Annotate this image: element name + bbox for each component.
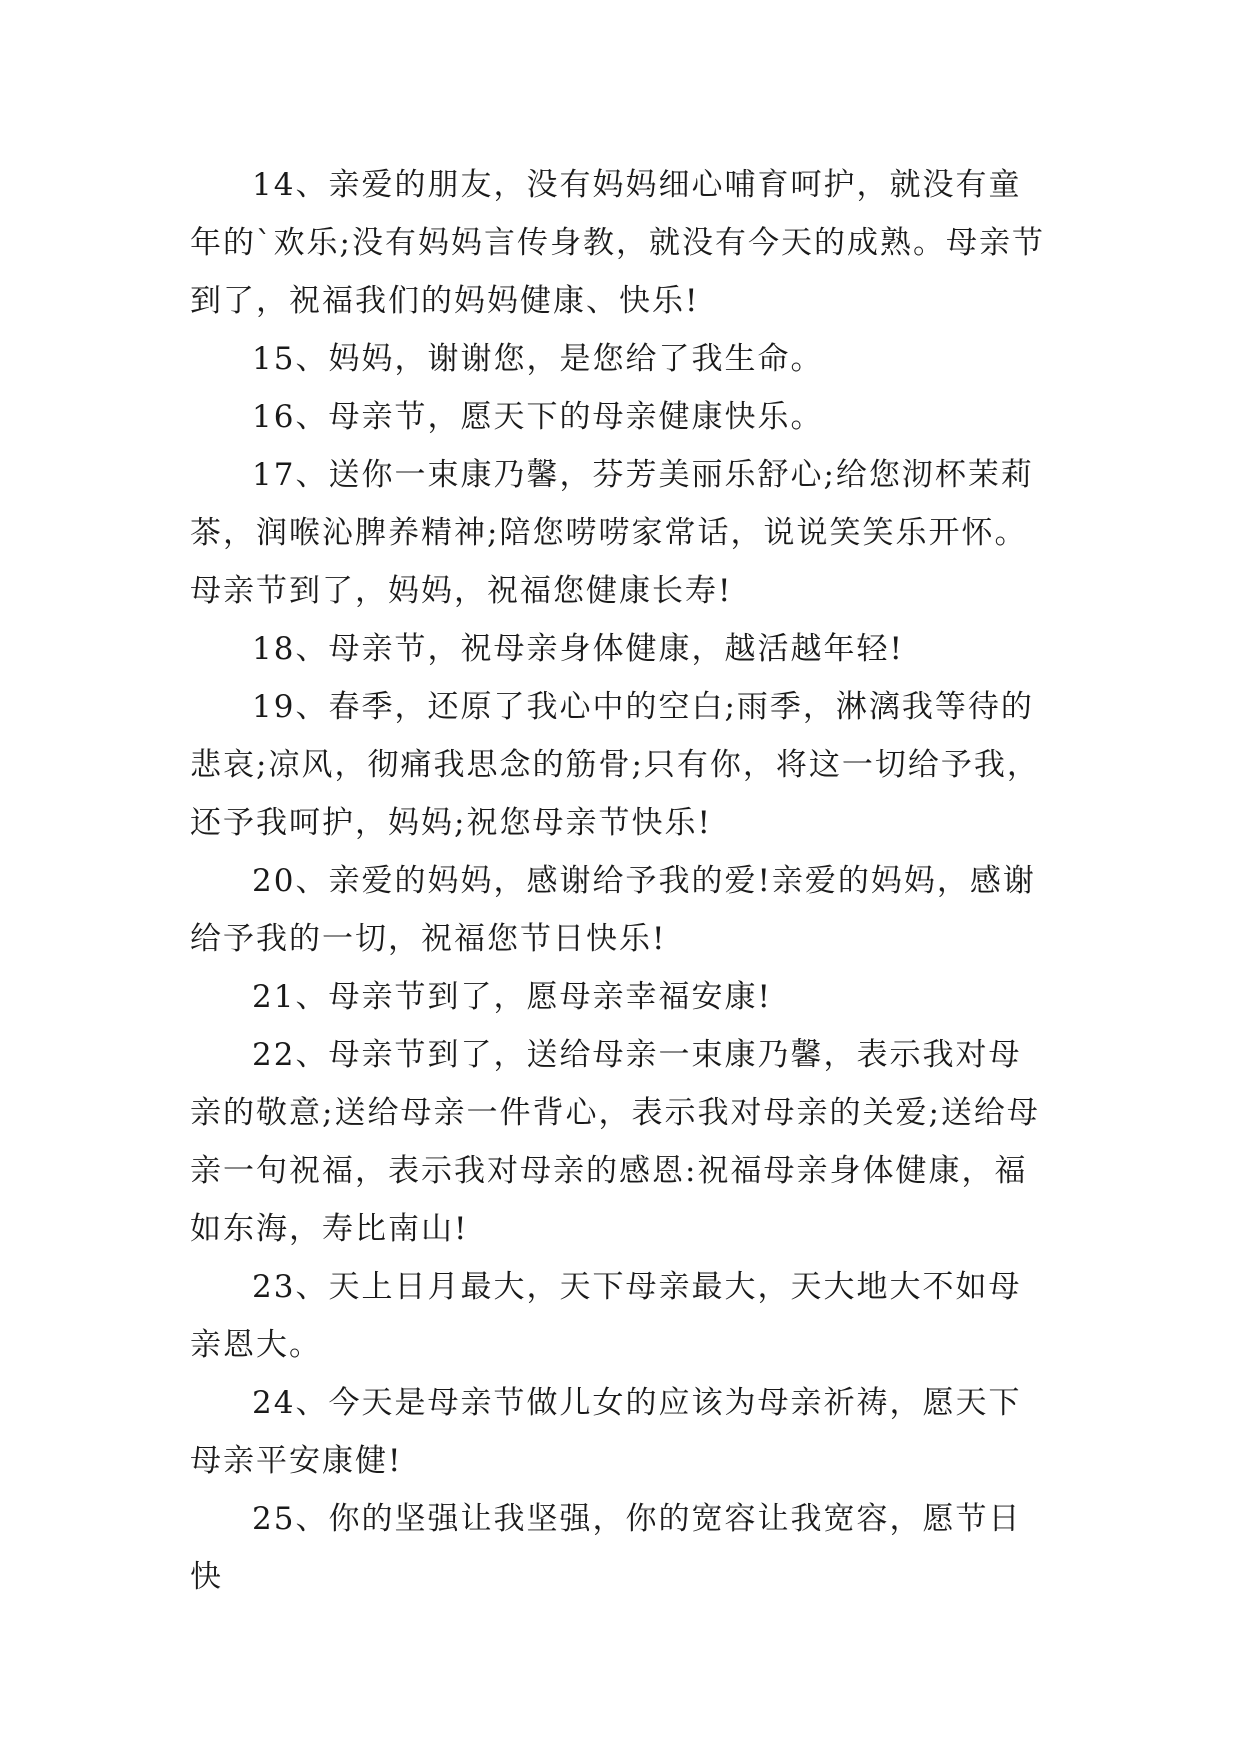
paragraph-21: 21、母亲节到了，愿母亲幸福安康! bbox=[252, 979, 772, 1015]
paragraph-22: 22、母亲节到了，送给母亲一束康乃馨，表示我对母亲的敬意;送给母亲一件背心，表示我对母亲的关爱;送给母亲一句祝福，表示我对母亲的感恩:祝福母亲身体健康，福如东海，寿比南山! bbox=[190, 1037, 1040, 1247]
paragraph-19: 19、春季，还原了我心中的空白;雨季，淋漓我等待的悲哀;凉风，彻痛我思念的筋骨;只有你，将这一切给予我，还予我呵护，妈妈;祝您母亲节快乐! bbox=[190, 689, 1040, 841]
paragraph-17: 17、送你一束康乃馨，芬芳美丽乐舒心;给您沏杯茉莉茶，润喉沁脾养精神;陪您唠唠家常话，说说笑笑乐开怀。母亲节到了，妈妈，祝福您健康长寿! bbox=[190, 457, 1034, 609]
paragraph-18: 18、母亲节，祝母亲身体健康，越活越年轻! bbox=[252, 631, 904, 667]
paragraph-14: 14、亲爱的朋友，没有妈妈细心哺育呵护，就没有童年的`欢乐;没有妈妈言传身教，就没有今天的成熟。母亲节到了，祝福我们的妈妈健康、快乐! bbox=[190, 167, 1045, 319]
paragraph-16: 16、母亲节，愿天下的母亲健康快乐。 bbox=[252, 399, 824, 435]
paragraph-20: 20、亲爱的妈妈，感谢给予我的爱!亲爱的妈妈，感谢给予我的一切，祝福您节日快乐! bbox=[190, 863, 1036, 957]
paragraph-23: 23、天上日月最大，天下母亲最大，天大地大不如母亲恩大。 bbox=[190, 1269, 1022, 1363]
document-body bbox=[190, 156, 1050, 1606]
paragraph-25: 25、你的坚强让我坚强，你的宽容让我宽容，愿节日快 bbox=[190, 1501, 1022, 1595]
paragraph-15: 15、妈妈，谢谢您，是您给了我生命。 bbox=[252, 341, 824, 377]
paragraph-24: 24、今天是母亲节做儿女的应该为母亲祈祷，愿天下母亲平安康健! bbox=[190, 1385, 1022, 1479]
